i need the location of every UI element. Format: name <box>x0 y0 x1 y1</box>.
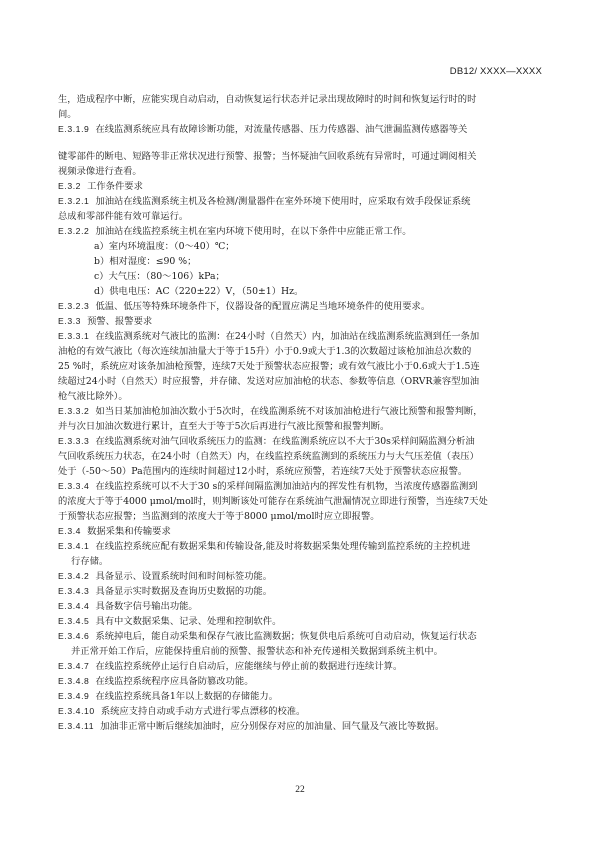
clause-number: E.3.4.8 <box>58 676 90 686</box>
clause-line <box>58 704 544 719</box>
text-line <box>58 449 544 464</box>
clause-line <box>58 719 544 734</box>
line-text: b）相对湿度：≤90 %； <box>94 256 197 267</box>
document-body <box>58 92 544 734</box>
line-text: 视频录像进行查看。 <box>58 166 142 177</box>
line-text: 具备显示实时数据及查询历史数据的功能。 <box>95 586 273 597</box>
text-line <box>58 494 544 509</box>
text-line <box>58 344 544 359</box>
line-text: 在线监控系统具备1年以上数据的存储能力。 <box>95 691 278 702</box>
clause-line <box>58 539 544 554</box>
clause-line <box>58 659 544 674</box>
line-text: 在线监测系统对气液比的监测：在24小时（自然天）内，加油站在线监测系统监测到任一条加 <box>95 331 480 342</box>
clause-number: E.3.4.11 <box>58 721 95 731</box>
clause-number: E.3.2.1 <box>58 196 90 206</box>
clause-number: E.3.3.2 <box>58 406 90 416</box>
clause-line <box>58 569 544 584</box>
clause-number: E.3.3.3 <box>58 436 90 446</box>
clause-line <box>58 599 544 614</box>
line-text: 在线监控系统程序应具备防篡改功能。 <box>95 676 254 687</box>
clause-line <box>58 434 544 449</box>
clause-number: E.3.1.9 <box>58 124 90 134</box>
section-heading <box>58 314 544 329</box>
text-line <box>58 464 544 479</box>
clause-line <box>58 479 544 494</box>
line-text: 气回收系统压力状态，在24小时（自然天）内，在线监控系统监测到的系统压力与大气压差值（表压） <box>58 451 479 462</box>
line-text: 枪气液比除外）。 <box>58 391 128 402</box>
line-text: 加油站在线监控系统主机在室内环境下使用时，在以下条件中应能正常工作。 <box>95 226 412 237</box>
page-number: 22 <box>295 785 305 795</box>
clause-number: E.3.4.7 <box>58 661 90 671</box>
line-text: 具备数字信号输出功能。 <box>95 601 198 612</box>
clause-line <box>58 674 544 689</box>
line-text: 总成和零部件能有效可靠运行。 <box>58 211 189 222</box>
section-heading <box>58 179 544 194</box>
line-text: 并与次日加油次数进行累计，直至大于等于5次后再进行气液比预警和报警判断。 <box>58 421 390 432</box>
line-text: 油枪的有效气液比（每次连续加油量大于等于15升）小于0.9或大于1.3的次数超过该枪加油总次数的 <box>58 346 472 357</box>
clause-number: E.3.4.9 <box>58 691 90 701</box>
clause-line <box>58 329 544 344</box>
line-text: 续超过24小时（自然天）时应报警，并存储、发送对应加油枪的状态、参数等信息（ORVR兼容型加油 <box>58 376 480 387</box>
line-text: a）室内环境温度：（0～40）℃； <box>94 241 235 252</box>
line-text: 行存储。 <box>71 556 109 567</box>
line-text: 如当日某加油枪加油次数小于5次时，在线监测系统不对该加油枪进行气液比预警和报警判断， <box>95 406 483 417</box>
line-text: 的浓度大于等于4000 μmol/mol时，则判断该处可能存在系统油气泄漏情况立即进行预警，当连续7天处 <box>58 496 488 507</box>
section-heading <box>58 524 544 539</box>
text-line <box>58 209 544 224</box>
line-text: 低温、低压等特殊环境条件下，仪器设备的配置应满足当地环境条件的使用要求。 <box>95 301 431 312</box>
clause-line <box>58 122 544 137</box>
line-text: d）供电电压：AC（220±22）V，（50±1）Hz。 <box>94 286 304 297</box>
text-line <box>58 149 544 164</box>
line-text: 数据采集和传输要求 <box>87 526 171 537</box>
clause-number: E.3.4 <box>58 526 82 536</box>
line-text: 系统掉电后，能自动采集和保存气液比监测数据；恢复供电后系统可自动启动，恢复运行状态 <box>95 631 477 642</box>
text-line <box>58 92 544 107</box>
clause-number: E.3.4.5 <box>58 616 90 626</box>
clause-number: E.3.4.3 <box>58 586 90 596</box>
document-code: DB12/ XXXX—XXXX <box>449 66 542 77</box>
clause-number: E.3.2 <box>58 181 82 191</box>
clause-line <box>58 299 544 314</box>
line-text: 在线监控系统可以不大于30 s的采样间隔监测加油站内的挥发性有机物，当浓度传感器监测到 <box>95 481 478 492</box>
list-item <box>58 269 544 284</box>
text-line <box>58 644 544 659</box>
line-text: 于预警状态应报警；当监测到的浓度大于等于8000 μmol/mol时应立即报警。 <box>58 511 380 522</box>
clause-line <box>58 404 544 419</box>
text-line <box>58 359 544 374</box>
clause-number: E.3.3.1 <box>58 331 90 341</box>
line-text: 并正常开始工作后，应能保持重启前的预警、报警状态和补充传递相关数据到系统主机中。 <box>71 646 443 657</box>
clause-number: E.3.3 <box>58 316 82 326</box>
line-text: 间。 <box>58 109 77 120</box>
clause-number: E.3.4.1 <box>58 541 90 551</box>
clause-line <box>58 629 544 644</box>
text-line <box>58 554 544 569</box>
line-text: 键零部件的断电、短路等非正常状况进行预警、报警；当怀疑油气回收系统有异常时，可通过调阅相关 <box>58 151 477 162</box>
clause-number: E.3.4.4 <box>58 601 90 611</box>
line-text: 在线监控系统停止运行自启动后，应能继续与停止前的数据进行连续计算。 <box>95 661 403 672</box>
text-line <box>58 164 544 179</box>
text-line <box>58 509 544 524</box>
clause-line <box>58 689 544 704</box>
line-text: 在线监测系统对油气回收系统压力的监测：在线监测系统应以不大于30s采样间隔监测分析油 <box>95 436 475 447</box>
clause-number: E.3.4.10 <box>58 706 95 716</box>
text-line <box>58 107 544 122</box>
line-text: 工作条件要求 <box>87 181 143 192</box>
clause-line <box>58 224 544 239</box>
list-item <box>58 239 544 254</box>
line-text: 预警、报警要求 <box>87 316 153 327</box>
clause-number: E.3.4.2 <box>58 571 90 581</box>
list-item <box>58 254 544 269</box>
line-text: c）大气压：（80～106）kPa； <box>94 271 225 282</box>
text-line <box>58 389 544 404</box>
clause-line <box>58 194 544 209</box>
clause-number: E.3.2.2 <box>58 226 90 236</box>
line-text: 具备显示、设置系统时间和时间标签功能。 <box>95 571 273 582</box>
text-line <box>58 374 544 389</box>
line-text: 生，造成程序中断，应能实现自动启动，自动恢复运行状态并记录出现故障时的时间和恢复运行时的时 <box>58 94 477 105</box>
line-text: 系统应支持自动或手动方式进行零点漂移的校准。 <box>100 706 306 717</box>
clause-line <box>58 584 544 599</box>
clause-number: E.3.4.6 <box>58 631 90 641</box>
line-text: 处于（-50～50）Pa范围内的连续时间超过12小时，系统应预警，若连续7天处于预警状态应报警。 <box>58 466 468 477</box>
line-text: 在线监测系统应具有故障诊断功能，对流量传感器、压力传感器、油气泄漏监测传感器等关 <box>95 124 468 135</box>
list-item <box>58 284 544 299</box>
line-text: 具有中文数据采集、记录、处理和控制软件。 <box>95 616 282 627</box>
line-text: 加油站在线监测系统主机及各检测/测量器件在室外环境下使用时，应采取有效手段保证系统 <box>95 196 471 207</box>
text-line <box>58 419 544 434</box>
line-text: 25 %时，系统应对该条加油枪预警，连续7天处于预警状态应报警；或有效气液比小于0.6或大于1.5连 <box>58 361 480 372</box>
line-text: 在线监控系统应配有数据采集和传输设备,能及时将数据采集处理传输到监控系统的主控机进 <box>95 541 471 552</box>
clause-line <box>58 614 544 629</box>
line-text: 加油非正常中断后继续加油时，应分别保存对应的加油量、回气量及气液比等数据。 <box>100 721 445 732</box>
clause-number: E.3.2.3 <box>58 301 90 311</box>
clause-number: E.3.3.4 <box>58 481 90 491</box>
